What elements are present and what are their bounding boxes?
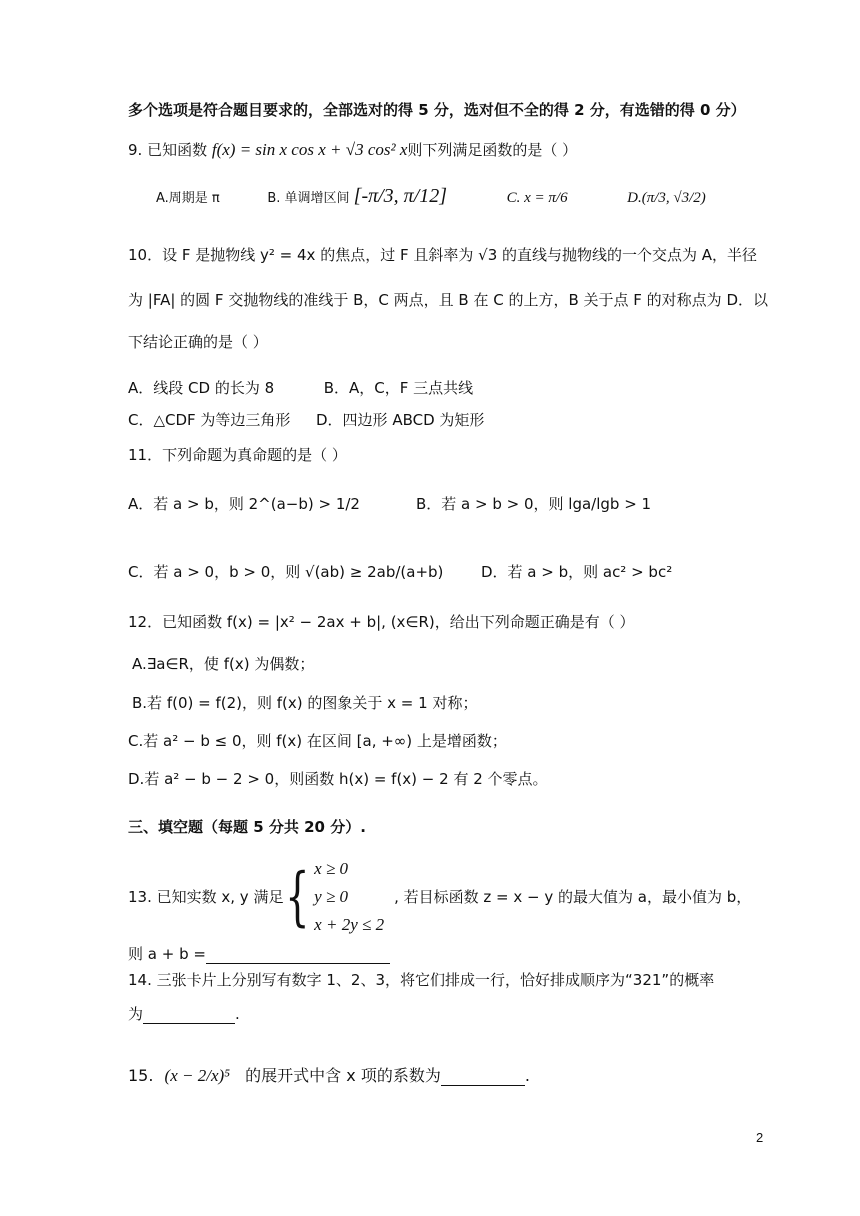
q9-option-d: D.(π/3, √3/2) xyxy=(627,190,706,206)
question-10-line-2: 为 |FA| 的圆 F 交抛物线的准线于 B，C 两点，且 B 在 C 的上方，B 关于点 F 的对称点为 D．以 xyxy=(128,291,769,309)
question-10-line-3: 下结论正确的是（ ） xyxy=(128,333,268,351)
q10-option-a: A．线段 CD 的长为 8 xyxy=(128,379,275,397)
q11-option-a: A．若 a > b，则 2^(a−b) > 1/2 xyxy=(128,495,360,513)
question-12-stem: 12．已知函数 f(x) = |x² − 2ax + b|, (x∈R)，给出下列命题正确是有（ ） xyxy=(128,613,635,631)
constraint-system xyxy=(314,855,384,939)
answer-blank-14[interactable] xyxy=(143,1007,235,1024)
q10-option-c: C．△CDF 为等边三角形 xyxy=(128,411,291,429)
question-11-options-row-1 xyxy=(128,494,360,514)
q10-option-d: D．四边形 ABCD 为矩形 xyxy=(316,411,485,429)
constraint-1: x ≥ 0 xyxy=(314,859,349,878)
constraint-2: y ≥ 0 xyxy=(314,887,349,906)
system-brace: { xyxy=(285,860,311,934)
q11-option-c: C．若 a > 0，b > 0，则 √(ab) ≥ 2ab/(a+b) xyxy=(128,563,444,581)
question-13-stem: 13. 已知实数 x, y 满足 { x ≥ 0 y ≥ 0 x + 2y ≤ 2 , 若目标函数 z = x − y 的最大值为 a，最小值为 b， xyxy=(128,855,751,939)
q9-function: f(x) = sin x cos x + √3 cos² x xyxy=(211,140,408,159)
question-14-line-2: 为 . xyxy=(128,1005,240,1023)
q9-option-c: C. x = π/6 xyxy=(506,190,568,206)
q9-option-b: B. 单调增区间 [-π/3, π/12] xyxy=(267,185,448,207)
question-13-line-2: 则 a + b = xyxy=(128,944,390,964)
q11-option-b: B．若 a > b > 0，则 lga/lgb > 1 xyxy=(416,495,652,513)
answer-blank-15[interactable] xyxy=(441,1069,525,1086)
q10-option-b: B．A，C，F 三点共线 xyxy=(323,379,474,397)
question-11-options-row-2 xyxy=(128,562,672,582)
section-3-title: 三、填空题（每题 5 分共 20 分）. xyxy=(128,818,366,836)
q12-option-b: B.若 f(0) = f(2)，则 f(x) 的图象关于 x = 1 对称； xyxy=(132,694,478,712)
q9-option-a: A.周期是 π xyxy=(156,191,220,206)
question-10-options-row-2 xyxy=(128,410,484,430)
q12-option-d: D.若 a² − b − 2 > 0，则函数 h(x) = f(x) − 2 有 2 个零点。 xyxy=(128,770,548,788)
question-14-line-1: 14. 三张卡片上分别写有数字 1、2、3，将它们排成一行，恰好排成顺序为“321”的概率 xyxy=(128,971,715,989)
q15-expression: (x − 2/x)⁵ xyxy=(164,1066,231,1085)
question-10-line-1: 10．设 F 是抛物线 y² = 4x 的焦点，过 F 且斜率为 √3 的直线与抛物线的一个交点为 A，半径 xyxy=(128,246,758,264)
section-note: 多个选项是符合题目要求的，全部选对的得 5 分，选对但不全的得 2 分，有选错的得 0 分） xyxy=(128,101,746,119)
question-9-stem: 9. 已知函数 f(x) = sin x cos x + √3 cos² x则下列满足函数的是（ ） xyxy=(128,140,578,159)
question-9-options xyxy=(156,178,706,217)
page-number: 2 xyxy=(756,1130,764,1145)
question-11-stem: 11．下列命题为真命题的是（ ） xyxy=(128,446,347,464)
question-15: 15. (x − 2/x)⁵ 的展开式中含 x 项的系数为 . xyxy=(128,1066,530,1085)
constraint-3: x + 2y ≤ 2 xyxy=(314,915,385,934)
q12-option-a: A.∃a∈R，使 f(x) 为偶数； xyxy=(132,655,315,673)
question-10-options-row-1 xyxy=(128,378,473,398)
q12-option-c: C.若 a² − b ≤ 0，则 f(x) 在区间 [a, +∞) 上是增函数； xyxy=(128,732,507,750)
answer-blank-13[interactable] xyxy=(206,947,390,964)
q11-option-d: D．若 a > b，则 ac² > bc² xyxy=(480,563,673,581)
